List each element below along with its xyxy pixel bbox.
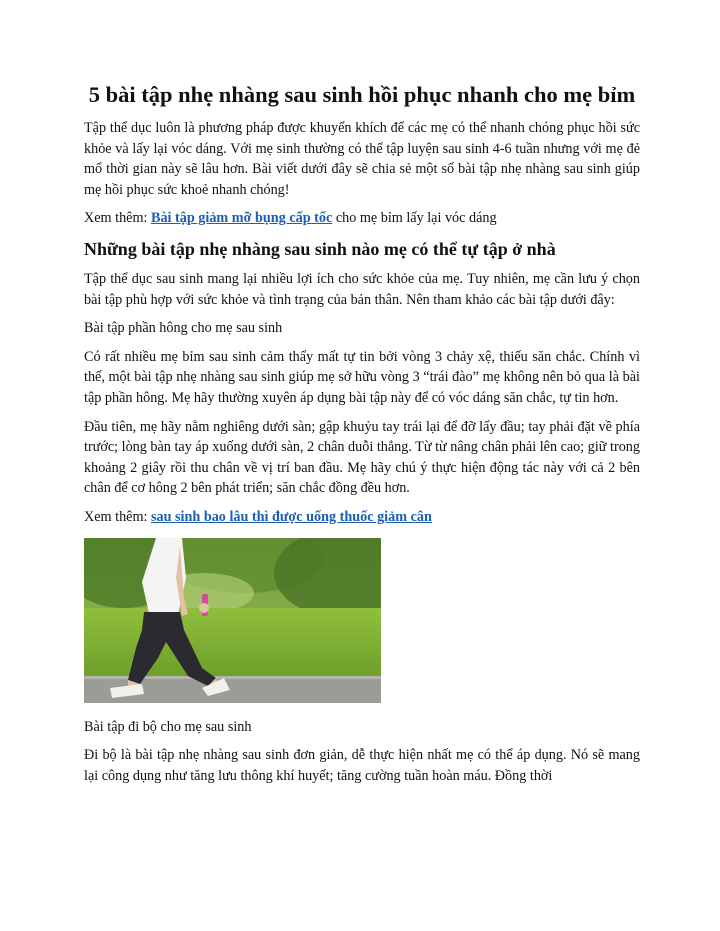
see-more-prefix: Xem thêm: xyxy=(84,508,151,525)
walking-woman-photo xyxy=(84,538,381,703)
exercise-1-title: Bài tập phần hông cho mẹ sau sinh xyxy=(84,320,283,337)
see-more-line-1 xyxy=(84,208,640,229)
article-title: 5 bài tập nhẹ nhàng sau sinh hồi phục nhanh cho mẹ bỉm xyxy=(88,82,636,107)
weight-loss-pill-link[interactable]: sau sinh bao lâu thì được uống thuốc giảm cân xyxy=(150,508,432,525)
exercise-2-paragraph-1: Đi bộ là bài tập nhẹ nhàng sau sinh đơn giản, dễ thực hiện nhất mẹ có thể áp dụng. Nó sẽ mang lại công dụng như tăng lưu thông khí huyết; tăng cường tuần hoàn máu. Đồng thời xyxy=(84,747,640,784)
document-page xyxy=(84,80,640,794)
exercise-2-title: Bài tập đi bộ cho mẹ sau sinh xyxy=(84,718,252,735)
weight-loss-belly-link[interactable]: Bài tập giảm mỡ bụng cấp tốc xyxy=(150,210,333,227)
see-more-prefix: Xem thêm: xyxy=(84,210,151,227)
section-heading: Những bài tập nhẹ nhàng sau sinh nào mẹ có thể tự tập ở nhà xyxy=(84,238,556,259)
exercise-1-paragraph-1: Có rất nhiều mẹ bỉm sau sinh cảm thấy mất tự tin bởi vòng 3 chảy xệ, thiếu săn chắc. Chính vì thế, một bài tập nhẹ nhàng sau sinh giúp mẹ sở hữu vòng 3 “trái đào” mẹ không nên bỏ qua là bài tập phần hông. Mẹ hãy thường xuyên áp dụng bài tập này để có vóc dáng săn chắc, tự tin hơn. xyxy=(84,348,640,406)
see-more-suffix: cho mẹ bỉm lấy lại vóc dáng xyxy=(332,210,497,227)
see-more-line-2 xyxy=(84,507,640,528)
exercise-1-paragraph-2: Đầu tiên, mẹ hãy nằm nghiêng dưới sàn; gập khuỷu tay trái lại để đỡ lấy đầu; tay phải đặt về phía trước; lòng bàn tay áp xuống dưới sàn, 2 chân duỗi thẳng. Từ từ nâng chân phải lên cao; giữ trong khoảng 2 giây rồi thu chân về vị trí ban đầu. Mẹ hãy chú ý thực hiện động tác này với cả 2 bên chân để cơ hông 2 bên phát triển; săn chắc đồng đều hơn. xyxy=(84,418,640,497)
intro-paragraph: Tập thể dục luôn là phương pháp được khuyến khích để các mẹ có thể nhanh chóng phục hồi sức khỏe và lấy lại vóc dáng. Với mẹ sinh thường có thể tập luyện sau sinh 4-6 tuần nhưng với mẹ đẻ mổ thời gian này sẽ lâu hơn. Bài viết dưới đây sẽ chia sẻ một số bài tập nhẹ nhàng sau sinh giúp mẹ hồi phục sức khoẻ nhanh chóng! xyxy=(84,120,640,198)
section-intro: Tập thể dục sau sinh mang lại nhiều lợi ích cho sức khỏe của mẹ. Tuy nhiên, mẹ cần lưu ý chọn bài tập phù hợp với sức khỏe và tình trạng của bản thân. Nên tham khảo các bài tập dưới đây: xyxy=(84,270,640,308)
